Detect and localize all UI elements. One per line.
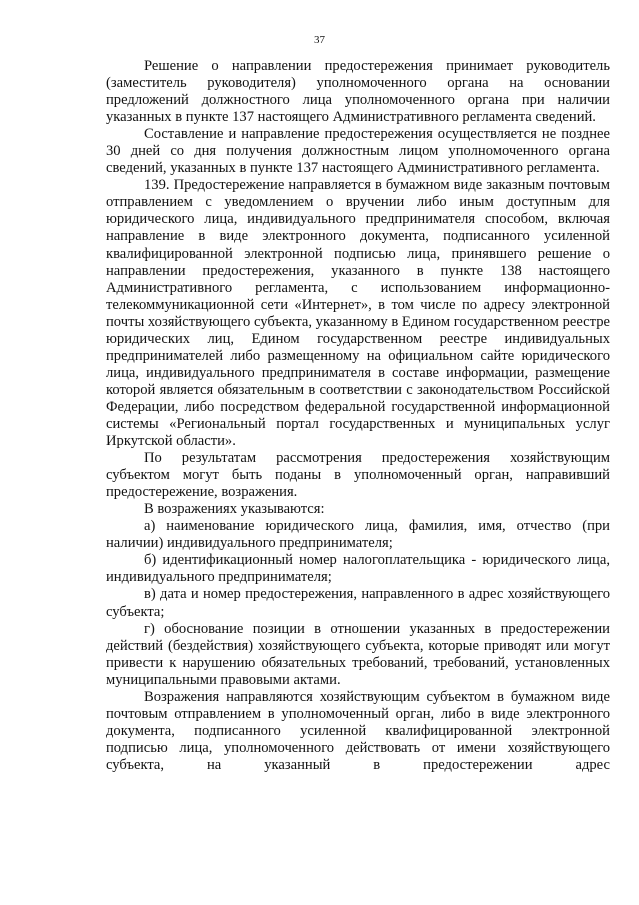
paragraph-preparation-term: Составление и направление предостережения осуществляется не позднее 30 дней со дня получения должностным лицом уполномоченного органа сведений, указанных в пункте 137 настоящего Административного регламента. [106,126,610,177]
paragraph-139-sending: 139. Предостережение направляется в бумажном виде заказным почтовым отправлением с уведомлением о вручении либо иным доступным для юридического лица, индивидуального предпринимателя способом, включая направление в виде электронного документа, подписанного усиленной квалифицированной электронной подписью лица, принявшего решение о направлении предостережения, указанного в пункте 138 настоящего Административного регламента, с использованием информационно-телекоммуникационной сети «Интернет», в том числе по адресу электронной почты хозяйствующего субъекта, указанному в Едином государственном реестре юридических лиц, Едином государственном реестре индивидуальных предпринимателей либо размещенному на официальном сайте юридического лица, индивидуального предпринимателя в составе информации, размещение которой является обязательным в соответствии с законодательством Российской Федерации, либо посредством федеральной государственной информационной системы «Региональный портал государственных и муниципальных услуг Иркутской области». [106,177,610,450]
list-item-b: б) идентификационный номер налогоплательщика - юридического лица, индивидуального предпринимателя; [106,552,610,586]
paragraph-objections-contents: В возражениях указываются: [144,501,325,518]
list-item-a: а) наименование юридического лица, фамилия, имя, отчество (при наличии) индивидуального предпринимателя; [106,518,610,552]
list-item-c: в) дата и номер предостережения, направленного в адрес хозяйствующего субъекта; [106,586,610,620]
paragraph-objections-sending: Возражения направляются хозяйствующим субъектом в бумажном виде почтовым отправлением в уполномоченный орган, либо в виде электронного документа, подписанного усиленной квалифицированной электронной подписью лица, уполномоченного действовать от имени хозяйствующего субъекта, на указанный в предостережении адрес [106,688,610,773]
list-item-d: г) обоснование позиции в отношении указанных в предостережении действий (бездействия) хозяйствующего субъекта, которые приводят или могут привести к нарушению обязательных требований, требований, установленных муниципальными правовыми актами. [106,620,610,688]
paragraph-objections: По результатам рассмотрения предостережения хозяйствующим субъектом могут быть поданы в уполномоченный орган, направивший предостережение, возражения. [106,450,610,501]
document-body [106,58,610,774]
paragraph-decision: Решение о направлении предостережения принимает руководитель (заместитель руководителя) уполномоченного органа на основании предложений должностного лица уполномоченного органа при наличии указанных в пункте 137 настоящего Административного регламента сведений. [106,58,610,126]
page-number: 37 [314,34,325,46]
